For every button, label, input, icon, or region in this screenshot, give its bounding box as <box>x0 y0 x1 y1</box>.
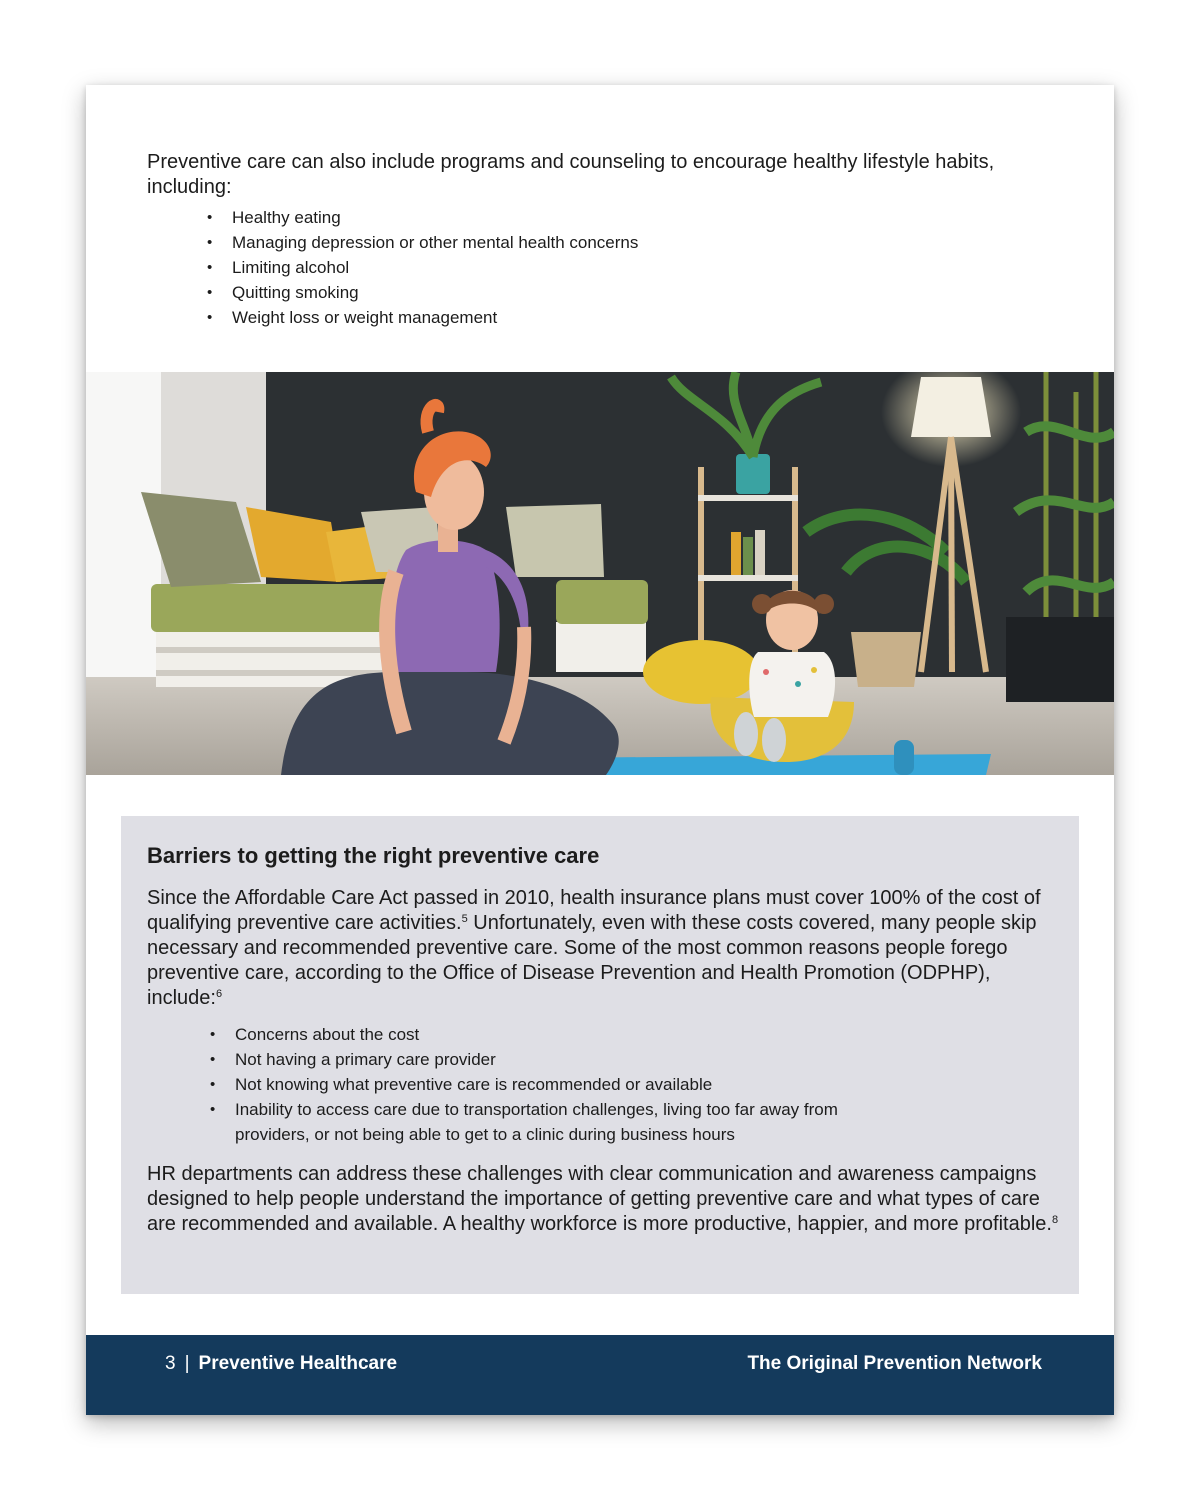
list-item: • Inability to access care due to transportation challenges, living too far away from providers, or not being able to get to a clinic during business hours <box>235 1097 915 1147</box>
list-item: • Concerns about the cost <box>235 1022 915 1047</box>
list-item: • Limiting alcohol <box>232 255 932 280</box>
family-yoga-photo <box>86 372 1114 775</box>
lifestyle-habits-list <box>232 205 932 330</box>
barriers-callout-box <box>121 816 1079 1294</box>
barriers-list <box>235 1022 915 1147</box>
list-item: • Managing depression or other mental health concerns <box>232 230 932 255</box>
paragraph-text: Unfortunately, even with these costs covered, many people skip necessary and recommended preventive care. Some of the most common reasons people forego preventive care, according to the Office of Disease Prevention and Health Promotion (ODPHP), include: <box>147 912 1037 1009</box>
intro-paragraph: Preventive care can also include programs and counseling to encourage healthy lifestyle habits, including: <box>147 151 995 198</box>
section-heading: Barriers to getting the right preventive care <box>147 843 600 868</box>
hr-paragraph <box>147 1162 1062 1237</box>
footer-left <box>165 1353 397 1375</box>
barriers-paragraph <box>147 886 1052 1011</box>
document-page <box>86 85 1114 1415</box>
footnote-marker: 5 <box>461 913 468 925</box>
list-item: • Quitting smoking <box>232 280 932 305</box>
page-footer <box>86 1335 1114 1415</box>
page-number: 3 <box>165 1353 176 1374</box>
list-item: • Healthy eating <box>232 205 932 230</box>
paragraph-text: HR departments can address these challenges with clear communication and awareness campaigns designed to help people understand the importance of getting preventive care and what types of care are recommended and available. A healthy workforce is more productive, happier, and more profitable. <box>147 1163 1052 1235</box>
paragraph-text: Since the Affordable Care Act passed in 2010, health insurance plans must cover 100% of the cost of qualifying preventive care activities. <box>147 887 1041 934</box>
list-item: • Not knowing what preventive care is recommended or available <box>235 1072 915 1097</box>
footnote-marker: 6 <box>215 988 223 1000</box>
footer-separator: | <box>184 1353 190 1374</box>
document-title: Preventive Healthcare <box>198 1353 398 1374</box>
list-item: • Not having a primary care provider <box>235 1047 915 1072</box>
brand-name: The Original Prevention Network <box>747 1353 1042 1374</box>
footnote-marker: 8 <box>1051 1214 1059 1226</box>
list-item: • Weight loss or weight management <box>232 305 932 330</box>
